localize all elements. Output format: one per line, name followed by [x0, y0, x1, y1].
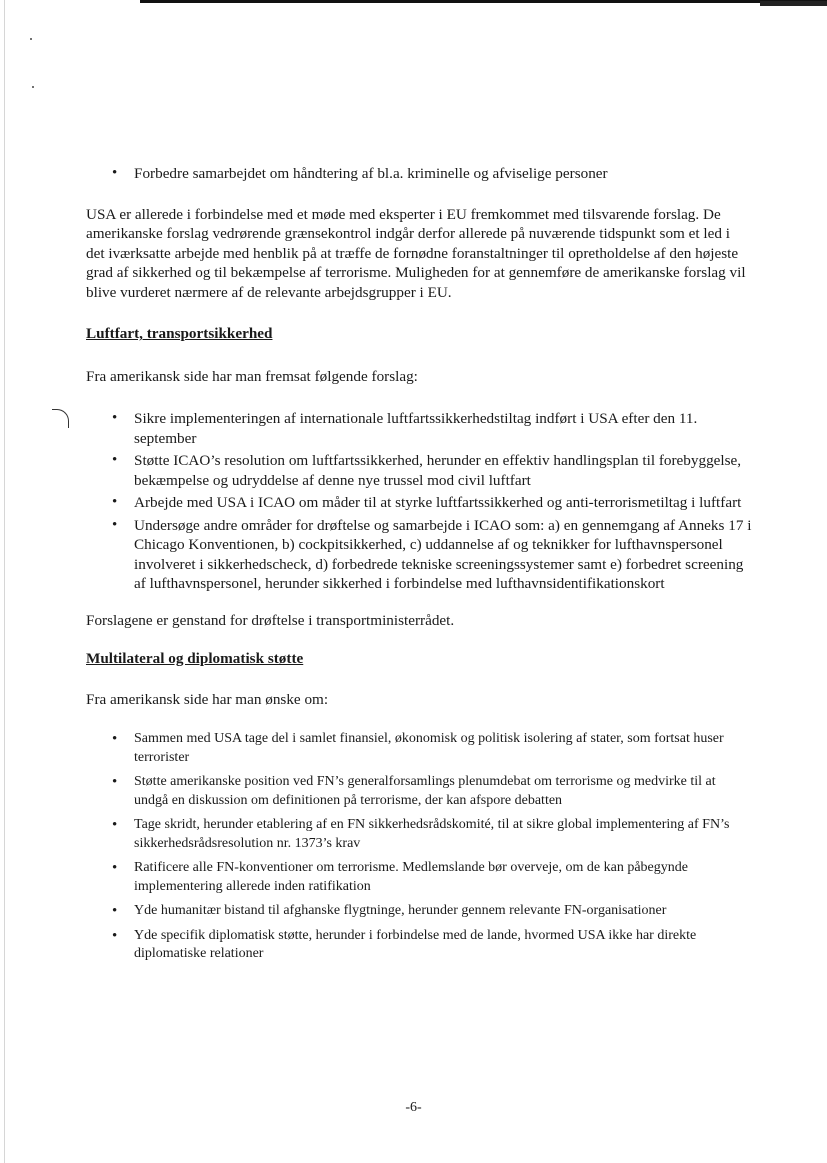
top-rule: [140, 0, 827, 3]
list-item: • Støtte ICAO’s resolution om luftfartssikkerhed, herunder en effektiv handlingsplan til forebyggelse, bekæmpelse og udryddelse af denne nye trussel mod civil luftfart: [86, 451, 752, 490]
top-bullet-list: [86, 164, 752, 184]
list-item: • Støtte amerikanske position ved FN’s generalforsamlings plenumdebat om terrorisme og medvirke til at undgå en diskussion om definitionen på terrorisme, der kan afspore debatten: [86, 773, 752, 810]
heading-aviation: Luftfart, transportsikkerhed: [86, 325, 273, 342]
aviation-list: [86, 409, 752, 594]
list-item: • Sikre implementeringen af internationale luftfartssikkerhedstiltag indført i USA efter den 11. september: [86, 409, 752, 448]
punch-hole-mark: [52, 409, 69, 428]
intro-aviation: Fra amerikansk side har man fremsat følgende forslag:: [86, 367, 418, 385]
list-item: • Sammen med USA tage del i samlet finansiel, økonomisk og politisk isolering af stater, som fortsat huser terrorister: [86, 730, 752, 767]
list-item: • Undersøge andre områder for drøftelse og samarbejde i ICAO som: a) en gennemgang af Anneks 17 i Chicago Konventionen, b) cockpitsikkerhed, c) uddannelse af og teknikker for lufthavnspersonel involveret i sikkerhedscheck, d) forbedrede tekniske screeningssystemer samt e) forbedret screening af lufthavnspersonel, herunder sikkerhed i forbindelse med lufthavnsidentifikationskort: [86, 516, 752, 594]
scan-speck: [32, 86, 34, 88]
paragraph-border-control: USA er allerede i forbindelse med et møde med eksperter i EU fremkommet med tilsvarende forslag. De amerikanske forslag vedrørende grænsekontrol indgår derfor allerede på nuværende tidspunkt som et led i det iværksatte arbejde med henblik på at træffe de fornødne foranstaltninger til opretholdelse af den højeste grad af sikkerhed og til bekæmpelse af terrorisme. Muligheden for at gennemføre de amerikanske forslag vil blive vurderet nærmere af de relevante arbejdsgrupper i EU.: [86, 205, 746, 301]
intro-multilateral: Fra amerikansk side har man ønske om:: [86, 690, 329, 708]
scan-edge: [4, 0, 5, 1163]
list-item: • Tage skridt, herunder etablering af en FN sikkerhedsrådskomité, til at sikre global implementering af FN’s sikkerhedsrådsresolution nr. 1373’s krav: [86, 816, 752, 853]
list-item: • Forbedre samarbejdet om håndtering af bl.a. kriminelle og afviselige personer: [86, 164, 752, 184]
multilateral-list: [86, 730, 752, 964]
top-rule-end: [760, 1, 827, 6]
scan-speck: [30, 38, 32, 40]
document-body: [86, 164, 752, 970]
paragraph-transport-council: Forslagene er genstand for drøftelse i transportministerrådet.: [86, 611, 455, 629]
list-item: • Arbejde med USA i ICAO om måder til at styrke luftfartssikkerhed og anti-terrorismetiltag i luftfart: [86, 493, 752, 513]
page-number: -6-: [405, 1100, 422, 1115]
heading-multilateral: Multilateral og diplomatisk støtte: [86, 650, 304, 667]
list-item: • Yde specifik diplomatisk støtte, herunder i forbindelse med de lande, hvormed USA ikke har direkte diplomatiske relationer: [86, 927, 752, 964]
list-item: • Ratificere alle FN-konventioner om terrorisme. Medlemslande bør overveje, om de kan påbegynde implementering allerede inden ratifikation: [86, 859, 752, 896]
list-item: • Yde humanitær bistand til afghanske flygtninge, herunder gennem relevante FN-organisationer: [86, 902, 752, 921]
